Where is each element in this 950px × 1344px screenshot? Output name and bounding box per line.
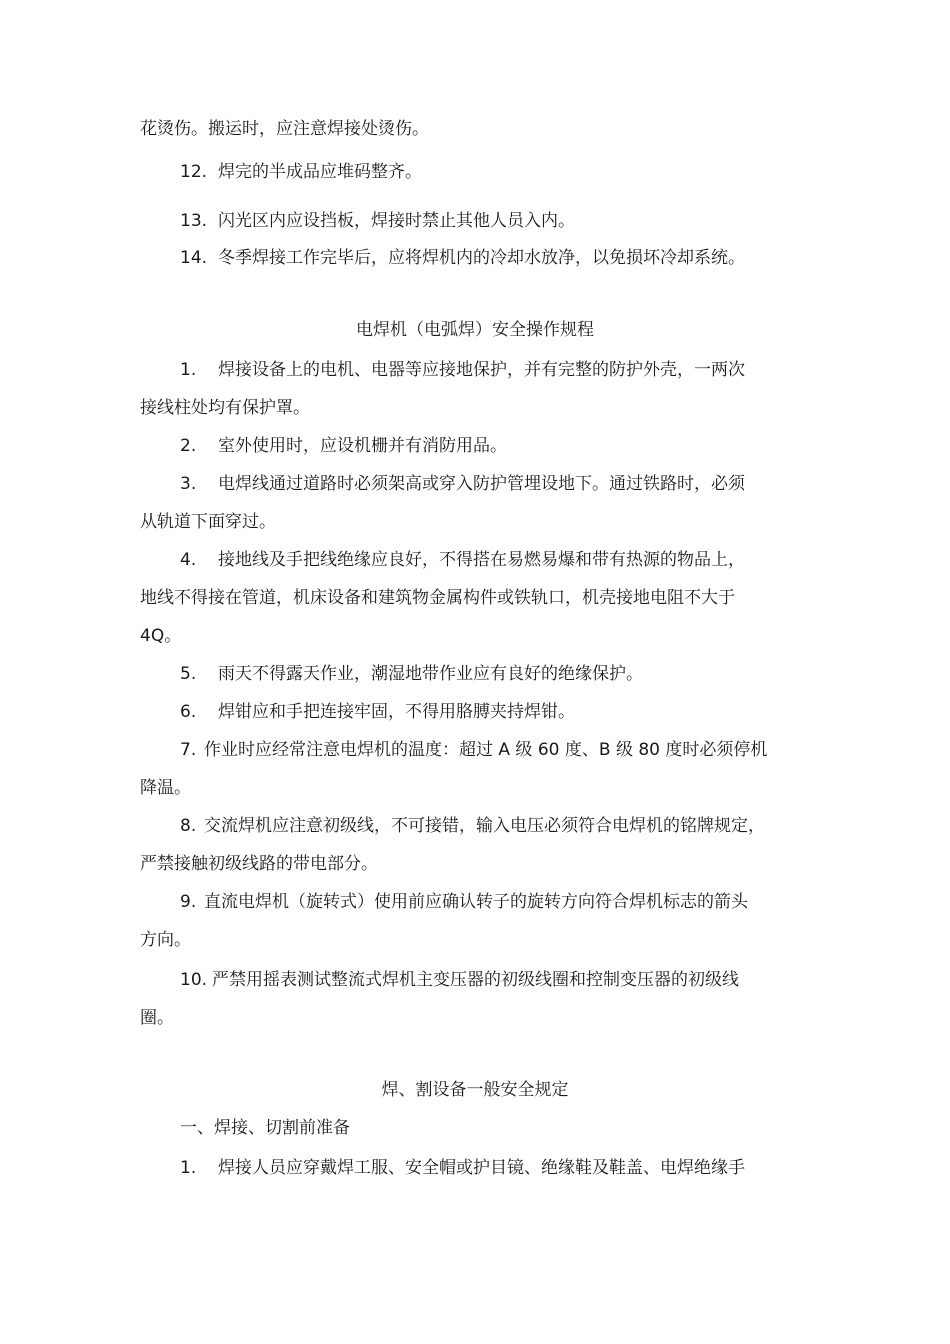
list-item-continuation: 地线不得接在管道，机床设备和建筑物金属构件或铁轨口，机壳接地电阻不大于 xyxy=(140,588,735,608)
list-item xyxy=(180,209,575,233)
list-text: 焊接设备上的电机、电器等应接地保护，并有完整的防护外壳，一两次 xyxy=(218,360,745,380)
list-number: 10. xyxy=(180,970,208,990)
list-item xyxy=(180,738,767,762)
list-item xyxy=(180,968,739,992)
list-text: 接地线及手把线绝缘应良好，不得搭在易燃易爆和带有热源的物品上， xyxy=(218,550,745,570)
list-text: 冬季焊接工作完毕后，应将焊机内的冷却水放净，以免损坏冷却系统。 xyxy=(218,248,745,268)
list-number: 13. xyxy=(180,211,208,231)
list-item xyxy=(180,160,422,184)
list-text: 直流电焊机（旋转式）使用前应确认转子的旋转方向符合焊机标志的箭头 xyxy=(204,892,748,912)
list-number: 3. xyxy=(180,474,197,494)
list-item-continuation: 4Q。 xyxy=(140,626,182,646)
list-item-continuation: 从轨道下面穿过。 xyxy=(140,512,276,532)
list-number: 2. xyxy=(180,436,197,456)
list-text: 严禁用摇表测试整流式焊机主变压器的初级线圈和控制变压器的初级线 xyxy=(212,970,739,990)
list-item xyxy=(180,472,745,496)
list-text: 作业时应经常注意电焊机的温度：超过 A 级 60 度、B 级 80 度时必须停机 xyxy=(204,740,768,760)
list-number: 7. xyxy=(180,740,197,760)
list-number: 4. xyxy=(180,550,197,570)
list-item xyxy=(180,814,765,838)
list-number: 9. xyxy=(180,892,197,912)
section-title: 焊、割设备一般安全规定 xyxy=(381,1080,569,1100)
list-text: 电焊线通过道路时必须架高或穿入防护管埋设地下。通过铁路时，必须 xyxy=(218,474,745,494)
list-text: 焊接人员应穿戴焊工服、安全帽或护目镜、绝缘鞋及鞋盖、电焊绝缘手 xyxy=(218,1158,745,1178)
paragraph-continuation: 花烫伤。搬运时，应注意焊接处烫伤。 xyxy=(140,119,429,139)
list-number: 6. xyxy=(180,702,197,722)
list-item-continuation: 严禁接触初级线路的带电部分。 xyxy=(140,854,378,874)
list-number: 8. xyxy=(180,816,197,836)
list-number: 14. xyxy=(180,248,208,268)
list-number: 12. xyxy=(180,162,208,182)
list-item-continuation: 圈。 xyxy=(140,1008,174,1028)
list-item-continuation: 接线柱处均有保护罩。 xyxy=(140,398,310,418)
list-item xyxy=(180,358,745,382)
list-item xyxy=(180,548,745,572)
list-number: 1. xyxy=(180,360,197,380)
list-item xyxy=(180,890,748,914)
list-item-continuation: 降温。 xyxy=(140,778,191,798)
list-item xyxy=(180,434,507,458)
list-item xyxy=(180,700,575,724)
list-item-continuation: 方向。 xyxy=(140,930,191,950)
list-item xyxy=(180,246,745,270)
list-number: 5. xyxy=(180,664,197,684)
list-text: 雨天不得露天作业，潮湿地带作业应有良好的绝缘保护。 xyxy=(218,664,643,684)
list-text: 焊钳应和手把连接牢固，不得用胳膊夹持焊钳。 xyxy=(218,702,575,722)
section-subheading: 一、焊接、切割前准备 xyxy=(180,1118,350,1138)
list-item xyxy=(180,662,643,686)
list-text: 室外使用时，应设机栅并有消防用品。 xyxy=(218,436,507,456)
section-title: 电焊机（电弧焊）安全操作规程 xyxy=(356,320,594,340)
list-text: 闪光区内应设挡板，焊接时禁止其他人员入内。 xyxy=(218,211,575,231)
list-number: 1. xyxy=(180,1158,197,1178)
list-text: 交流焊机应注意初级线，不可接错，输入电压必须符合电焊机的铭牌规定， xyxy=(204,816,765,836)
list-text: 焊完的半成品应堆码整齐。 xyxy=(218,162,422,182)
list-item xyxy=(180,1156,745,1180)
